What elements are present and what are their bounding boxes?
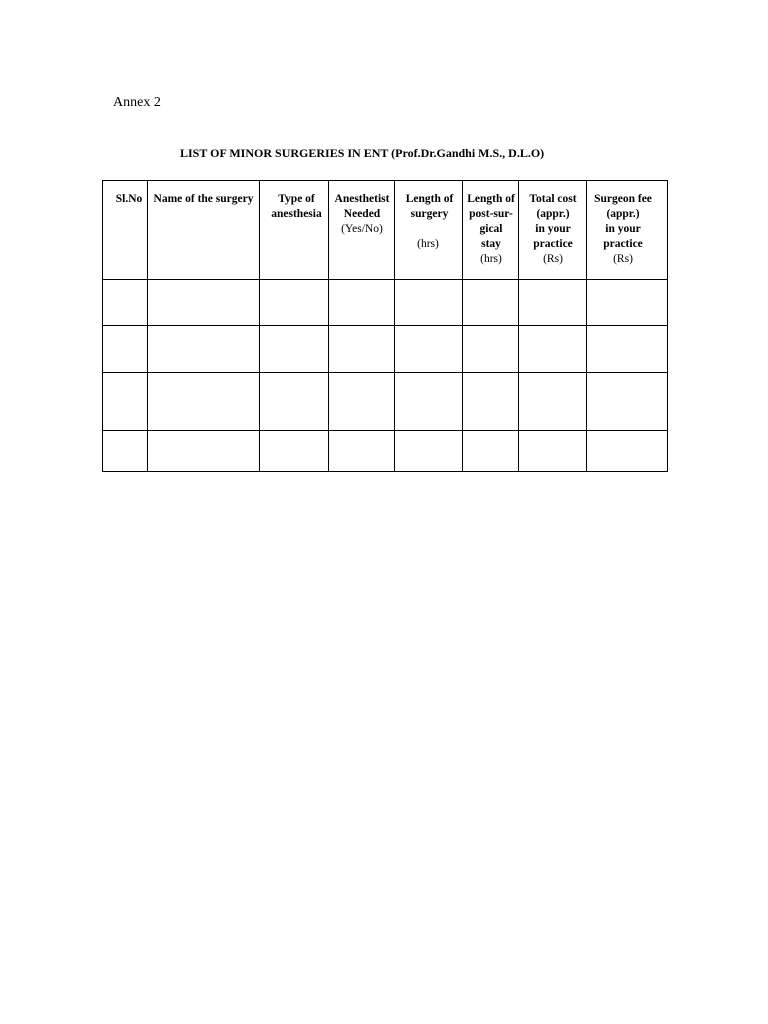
header-stay-length-line1: Length of xyxy=(467,193,515,205)
table-row xyxy=(103,280,668,326)
table-cell[interactable] xyxy=(260,326,329,373)
table-cell[interactable] xyxy=(329,373,395,431)
header-stay-length xyxy=(463,181,519,280)
header-surgeon-fee-line2: (appr.) xyxy=(606,208,640,220)
header-slno xyxy=(103,181,148,280)
table-cell[interactable] xyxy=(587,280,668,326)
table-cell[interactable] xyxy=(260,373,329,431)
header-anesthetist-needed xyxy=(329,181,395,280)
table-cell[interactable] xyxy=(463,326,519,373)
header-surgeon-fee-line3: in your xyxy=(605,223,641,235)
table-cell[interactable] xyxy=(587,373,668,431)
header-slno-text: Sl.No xyxy=(115,193,143,205)
header-anesthetist-line3: (Yes/No) xyxy=(341,223,383,235)
table-cell[interactable] xyxy=(519,373,587,431)
header-total-cost-line1: Total cost xyxy=(529,193,577,205)
table-cell[interactable] xyxy=(260,431,329,472)
header-surgery-name xyxy=(148,181,260,280)
header-surgery-length-line2: surgery xyxy=(410,208,449,220)
surgeries-table xyxy=(102,180,668,472)
header-anesthesia-type xyxy=(260,181,329,280)
header-stay-length-line2: post-sur- xyxy=(469,208,513,220)
table-cell[interactable] xyxy=(587,326,668,373)
table-cell[interactable] xyxy=(395,373,463,431)
table-cell[interactable] xyxy=(395,280,463,326)
table-cell[interactable] xyxy=(329,326,395,373)
table-cell[interactable] xyxy=(519,431,587,472)
table-cell[interactable] xyxy=(519,280,587,326)
table-cell[interactable] xyxy=(260,280,329,326)
table-cell[interactable] xyxy=(103,431,148,472)
table-cell[interactable] xyxy=(587,431,668,472)
document-title: LIST OF MINOR SURGERIES IN ENT (Prof.Dr.Gandhi M.S., D.L.O) xyxy=(180,146,545,160)
table-row xyxy=(103,326,668,373)
header-stay-length-line3: gical xyxy=(479,223,503,235)
header-surgeon-fee xyxy=(587,181,668,280)
annex-label: Annex 2 xyxy=(113,95,161,110)
header-row xyxy=(103,181,668,280)
header-anesthesia-type-line1: Type of xyxy=(278,193,315,205)
table-cell[interactable] xyxy=(148,326,260,373)
table-cell[interactable] xyxy=(103,280,148,326)
header-surgeon-fee-unit: (Rs) xyxy=(613,253,633,265)
table-cell[interactable] xyxy=(395,431,463,472)
header-stay-length-unit: (hrs) xyxy=(480,253,502,265)
header-anesthetist-line2: Needed xyxy=(343,208,381,220)
table-row xyxy=(103,373,668,431)
header-total-cost xyxy=(519,181,587,280)
table-cell[interactable] xyxy=(148,431,260,472)
header-anesthetist-line1: Anesthetist xyxy=(334,193,390,205)
header-total-cost-unit: (Rs) xyxy=(543,253,563,265)
table-cell[interactable] xyxy=(329,431,395,472)
table-cell[interactable] xyxy=(519,326,587,373)
header-surgeon-fee-line1: Surgeon fee xyxy=(594,193,652,205)
header-total-cost-line4: practice xyxy=(533,238,573,250)
header-stay-length-line4: stay xyxy=(481,238,501,250)
table-cell[interactable] xyxy=(103,373,148,431)
header-surgery-name-text: Name of the surgery xyxy=(153,193,254,205)
table-cell[interactable] xyxy=(329,280,395,326)
header-surgery-length-line1: Length of xyxy=(405,193,454,205)
table-cell[interactable] xyxy=(463,280,519,326)
table-cell[interactable] xyxy=(148,280,260,326)
header-surgery-length xyxy=(395,181,463,280)
table-cell[interactable] xyxy=(463,373,519,431)
table-cell[interactable] xyxy=(395,326,463,373)
table-row xyxy=(103,431,668,472)
header-total-cost-line2: (appr.) xyxy=(536,208,570,220)
header-total-cost-line3: in your xyxy=(535,223,571,235)
header-surgery-length-unit: (hrs) xyxy=(417,238,439,250)
table-cell[interactable] xyxy=(148,373,260,431)
table-cell[interactable] xyxy=(463,431,519,472)
header-anesthesia-type-line2: anesthesia xyxy=(271,208,322,220)
table-cell[interactable] xyxy=(103,326,148,373)
header-surgeon-fee-line4: practice xyxy=(603,238,643,250)
